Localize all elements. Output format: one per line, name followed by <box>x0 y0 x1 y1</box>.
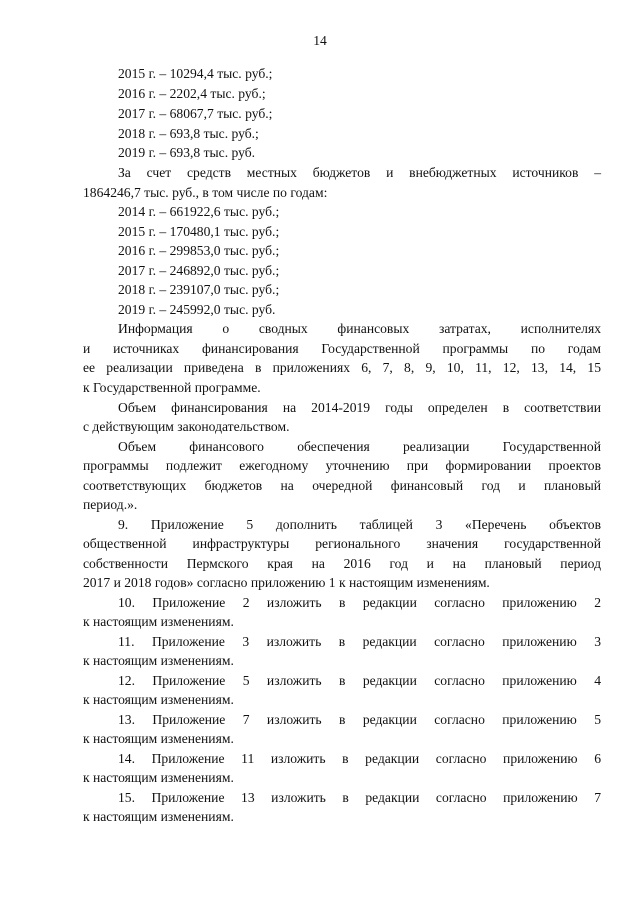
text-line: ее реализации приведена в приложениях 6, 7, 8, 9, 10, 11, 12, 13, 14, 15 <box>83 360 601 375</box>
text-line: общественной инфраструктуры регионального значения государственной <box>83 536 601 551</box>
text-line: 2018 г. – 239107,0 тыс. руб.; <box>118 282 280 297</box>
text-line: 1864246,7 тыс. руб., в том числе по годам: <box>83 185 328 200</box>
text-line: 2017 и 2018 годов» согласно приложению 1 к настоящим изменениям. <box>83 575 490 590</box>
text-line: 2016 г. – 2202,4 тыс. руб.; <box>118 86 266 101</box>
text-line: с действующим законодательством. <box>83 419 290 434</box>
text-line: программы подлежит ежегодному уточнению при формировании проектов <box>83 458 601 473</box>
text-line: Информация о сводных финансовых затратах, исполнителях <box>118 321 601 336</box>
text-line: 10. Приложение 2 изложить в редакции согласно приложению 2 <box>118 595 601 610</box>
text-line: и источниках финансирования Государственной программы по годам <box>83 341 601 356</box>
text-line: За счет средств местных бюджетов и внебюджетных источников – <box>118 165 601 180</box>
text-line: к Государственной программе. <box>83 380 261 395</box>
text-line: Объем финансового обеспечения реализации Государственной <box>118 439 601 454</box>
text-line: 2019 г. – 245992,0 тыс. руб. <box>118 302 276 317</box>
text-line: собственности Пермского края на 2016 год и на плановый период <box>83 556 601 571</box>
text-line: к настоящим изменениям. <box>83 653 234 668</box>
text-line: к настоящим изменениям. <box>83 614 234 629</box>
text-line: 13. Приложение 7 изложить в редакции согласно приложению 5 <box>118 712 601 727</box>
text-line: 2017 г. – 68067,7 тыс. руб.; <box>118 106 273 121</box>
text-line: 2015 г. – 10294,4 тыс. руб.; <box>118 66 273 81</box>
text-line: 15. Приложение 13 изложить в редакции согласно приложению 7 <box>118 790 601 805</box>
text-line: 9. Приложение 5 дополнить таблицей 3 «Перечень объектов <box>118 517 601 532</box>
text-line: 2019 г. – 693,8 тыс. руб. <box>118 145 256 160</box>
text-line: 2017 г. – 246892,0 тыс. руб.; <box>118 263 280 278</box>
text-line: Объем финансирования на 2014-2019 годы определен в соответствии <box>118 400 601 415</box>
text-line: 2016 г. – 299853,0 тыс. руб.; <box>118 243 280 258</box>
text-line: к настоящим изменениям. <box>83 731 234 746</box>
text-line: к настоящим изменениям. <box>83 770 234 785</box>
text-line: 2015 г. – 170480,1 тыс. руб.; <box>118 224 280 239</box>
text-line: к настоящим изменениям. <box>83 692 234 707</box>
text-line: 11. Приложение 3 изложить в редакции согласно приложению 3 <box>118 634 601 649</box>
text-line: к настоящим изменениям. <box>83 809 234 824</box>
text-line: 14. Приложение 11 изложить в редакции согласно приложению 6 <box>118 751 601 766</box>
page-number: 14 <box>313 33 327 48</box>
text-line: соответствующих бюджетов на очередной финансовый год и плановый <box>83 478 601 493</box>
text-line: 12. Приложение 5 изложить в редакции согласно приложению 4 <box>118 673 601 688</box>
text-line: 2018 г. – 693,8 тыс. руб.; <box>118 126 259 141</box>
text-line: 2014 г. – 661922,6 тыс. руб.; <box>118 204 280 219</box>
text-line: период.». <box>83 497 138 512</box>
